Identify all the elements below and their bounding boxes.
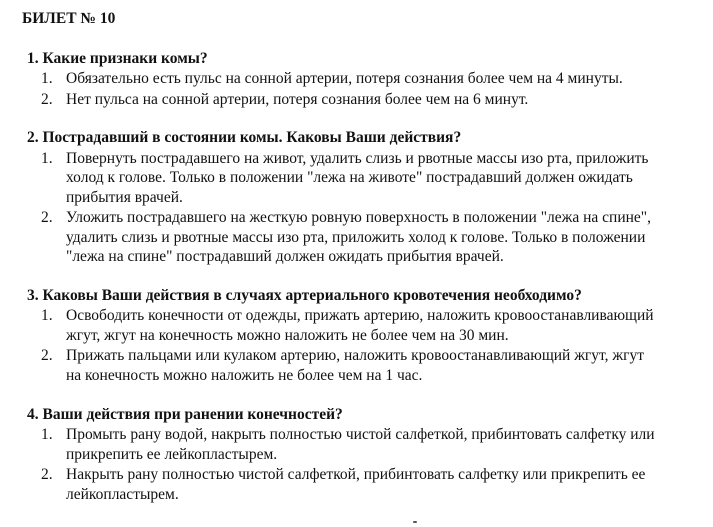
question-2-answer-1-line-2: холод к голове. Только в положении "лежа на животе" пострадавший должен ожидать [66,169,633,186]
question-3-answer-2-line-2: на конечность можно наложить не более чем на 1 час. [66,367,423,384]
question-2-answer-1-line-3: прибытия врачей. [66,189,183,206]
question-1-answer-1-line-1: Обязательно есть пульс на сонной артерии, потеря сознания более чем на 4 минуты. [66,70,623,87]
question-3-answer-1-line-1: Освободить конечности от одежды, прижать артерию, наложить кровоостанавливающий [66,307,654,324]
question-3-answer-1-number: 1. [41,307,53,324]
ticket-title: БИЛЕТ № 10 [22,10,116,27]
question-3-answer-1-line-2: жгут, жгут на конечность можно наложить не более чем на 30 мин. [66,327,509,344]
question-2-answer-1-line-1: Повернуть пострадавшего на живот, удалить слизь и рвотные массы изо рта, приложить [66,150,649,167]
question-4-answer-1-line-1: Промыть рану водой, накрыть полностью чистой салфеткой, прибинтовать салфетку или [66,426,655,443]
question-1-heading: 1. Какие признаки комы? [27,50,208,67]
question-2-answer-2-number: 2. [41,209,53,226]
question-2-answer-1-number: 1. [41,150,53,167]
question-4-answer-2-number: 2. [41,466,53,483]
question-2-answer-2-line-3: "лежа на спине" пострадавший должен ожидать прибытия врачей. [66,248,504,265]
question-1-answer-1-number: 1. [41,70,53,87]
question-3-heading: 3. Каковы Ваши действия в случаях артериального кровотечения необходимо? [27,287,582,304]
question-3-answer-2-line-1: Прижать пальцами или кулаком артерию, наложить кровоостанавливающий жгут, жгут [66,347,644,364]
question-4-answer-1-number: 1. [41,426,53,443]
question-4-answer-2-line-1: Накрыть рану полностью чистой салфеткой, прибинтовать салфетку или прикрепить ее [66,466,646,483]
question-4-heading: 4. Ваши действия при ранении конечностей? [27,406,343,423]
question-4-answer-2-line-2: лейкопластырем. [66,486,179,503]
question-4-answer-1-line-2: прикрепить ее лейкопластырем. [66,446,278,463]
question-2-heading: 2. Пострадавший в состоянии комы. Каковы Ваши действия? [27,129,462,146]
question-1-answer-2-line-1: Нет пульса на сонной артерии, потеря сознания более чем на 6 минут. [66,91,529,108]
question-3-answer-2-number: 2. [41,347,53,364]
scan-speck [413,521,417,523]
question-2-answer-2-line-2: удалить слизь и рвотные массы изо рта, приложить холод к голове. Только в положении [66,229,646,246]
question-2-answer-2-line-1: Уложить пострадавшего на жесткую ровную поверхность в положении "лежа на спине", [66,209,652,226]
question-1-answer-2-number: 2. [41,91,53,108]
